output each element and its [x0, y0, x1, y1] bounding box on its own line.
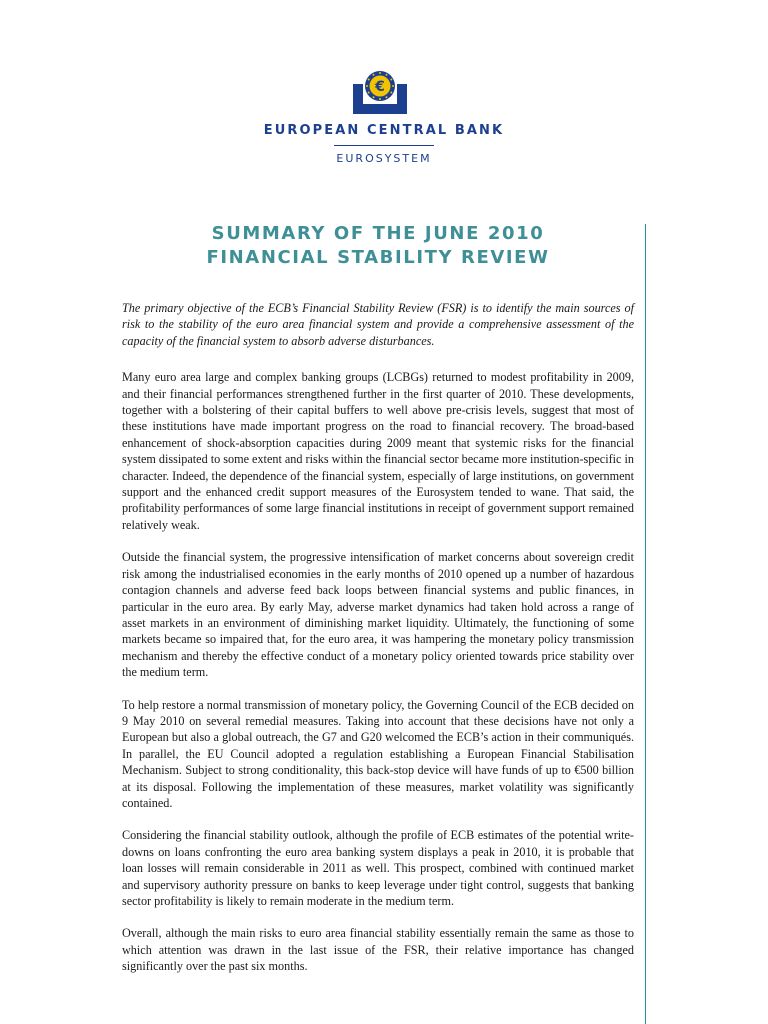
margin-rule — [645, 224, 646, 1024]
body-paragraph-4: Considering the financial stability outlook, although the profile of ECB estimates of the potential write-downs on loans confronting the euro area banking system displays a peak in 2010, it is probable that loan losses will remain considerable in 2011 as well. This prospect, combined with continued market and supervisory authority pressure on banks to keep leverage under tight control, suggests that banking sector profitability is likely to remain moderate in the medium term. — [122, 828, 634, 908]
eurosystem-label: EUROSYSTEM — [336, 152, 432, 165]
document-body — [122, 300, 634, 991]
title-line-1: SUMMARY OF THE JUNE 2010 — [211, 223, 545, 244]
body-paragraph-5: Overall, although the main risks to euro area financial stability essentially remain the same as those to which attention was drawn in the last issue of the FSR, their relative importance has changed significantly over the past six months. — [122, 926, 634, 974]
title-line-2: FINANCIAL STABILITY REVIEW — [206, 247, 550, 268]
body-paragraph-1: Many euro area large and complex banking groups (LCBGs) returned to modest profitability in 2009, and their financial performances strengthened further in the first quarter of 2010. These developments, together with a bolstering of their capital buffers to well above pre-crisis levels, suggest that most of these institutions have made important progress on the road to financial recovery. The broad-based enhancement of shock-absorption capacities during 2009 meant that systemic risks for the financial system dissipated to some extent and risks within the financial sector became more institution-specific in character. Indeed, the dependence of the financial system, especially of large institutions, on government support and the enhanced credit support measures of the Eurosystem tended to wane. That said, the profitability performances of some large financial institutions in receipt of government support remained relatively weak. — [122, 370, 634, 532]
logo-divider — [334, 145, 434, 146]
body-paragraph-3: To help restore a normal transmission of monetary policy, the Governing Council of the ECB decided on 9 May 2010 on several remedial measures. Taking into account that these decisions have not only a European but also a global outreach, the G7 and G20 welcomed the ECB’s action in their communiqués. In parallel, the EU Council adopted a regulation establishing a European Financial Stabilisation Mechanism. Subject to strong conditionality, this back-stop device will have funds of up to €500 billion at its disposal. Following the implementation of these measures, market volatility was significantly contained. — [122, 697, 634, 810]
document-title — [0, 222, 756, 270]
body-paragraph-2: Outside the financial system, the progressive intensification of market concerns about sovereign credit risk among the industrialised economies in the early months of 2010 opened up a number of hazardous contagion channels and adverse feed back loops between financial systems and public finances, in particular in the euro area. By early May, adverse market dynamics had taken hold across a range of asset markets in an environment of diminishing market liquidity. Ultimately, the functioning of some markets became so impaired that, for the euro area, it was hampering the monetary policy transmission mechanism and thereby the effective conduct of a monetary policy oriented towards price stability over the medium term. — [122, 550, 634, 680]
ecb-euro-logo-icon — [353, 70, 407, 114]
intro-paragraph: The primary objective of the ECB’s Financial Stability Review (FSR) is to identify the main sources of risk to the stability of the euro area financial system and provide a comprehensive assessment of the capacity of the financial system to absorb adverse disturbances. — [122, 301, 634, 348]
euro-symbol: € — [375, 79, 385, 95]
bank-name: EUROPEAN CENTRAL BANK — [263, 123, 505, 138]
